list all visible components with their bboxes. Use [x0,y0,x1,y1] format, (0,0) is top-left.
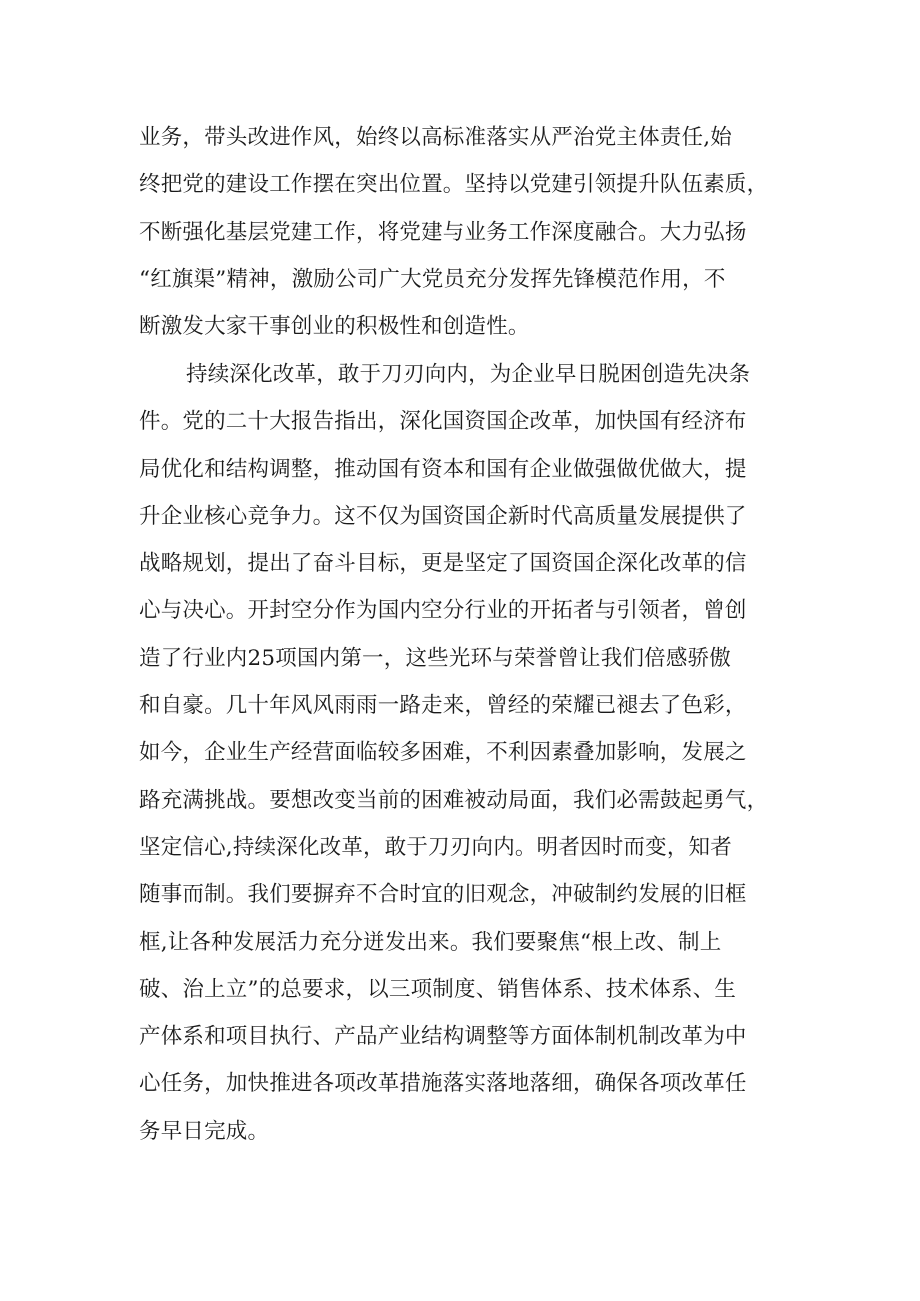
text-line: 心任务，加快推进各项改革措施落实落地落细，确保各项改革任 [139,1071,747,1097]
text-line: “红旗渠”精神，激励公司广大党员充分发挥先锋模范作用，不 [139,266,726,292]
text-line: 局优化和结构调整，推动国有资本和国有企业做强做优做大，提 [139,456,747,482]
text-line: 升企业核心竞争力。这不仅为国资国企新时代高质量发展提供了 [139,503,747,529]
text-line: 和自豪。几十年风风雨雨一路走来，曾经的荣耀已褪去了色彩， [139,693,747,719]
text-line: 产体系和项目执行、产品产业结构调整等方面体制机制改革为中 [139,1024,747,1050]
text-line: 心与决心。开封空分作为国内空分行业的开拓者与引领者，曾创 [139,598,747,624]
text-line: 战略规划，提出了奋斗目标，更是坚定了国资国企深化改革的信 [139,551,747,577]
text-line: 路充满挑战。要想改变当前的困难被动局面，我们必需鼓起勇气， [139,787,769,813]
text-line: 如今，企业生产经营面临较多困难，不利因素叠加影响，发展之 [139,740,747,766]
text-line: 随事而制。我们要摒弃不合时宜的旧观念，冲破制约发展的旧框 [139,882,747,908]
text-line: 破、治上立”的总要求，以三项制度、销售体系、技术体系、生 [139,976,737,1002]
text-line: 造了行业内25项国内第一，这些光环与荣誉曾让我们倍感骄傲 [139,645,731,671]
paragraph-party-building [139,114,799,350]
text-line: 坚定信心,持续深化改革，敢于刀刃向内。明者因时而变，知者 [139,834,732,860]
text-line: 终把党的建设工作摆在突出位置。坚持以党建引领提升队伍素质， [139,172,769,198]
text-line: 件。党的二十大报告指出，深化国资国企改革，加快国有经济布 [139,409,747,435]
text-line: 务早日完成。 [139,1118,270,1144]
paragraph-deepen-reform [139,351,799,1155]
text-line: 业务，带头改进作风，始终以高标准落实从严治党主体责任,始 [139,125,732,150]
text-line: 断激发大家干事创业的积极性和创造性。 [139,314,530,340]
text-line: 持续深化改革，敢于刀刃向内，为企业早日脱困创造先决条 [186,362,751,387]
text-line: 框,让各种发展活力充分迸发出来。我们要聚焦“根上改、制上 [139,929,722,955]
text-line: 不断强化基层党建工作，将党建与业务工作深度融合。大力弘扬 [139,219,747,245]
